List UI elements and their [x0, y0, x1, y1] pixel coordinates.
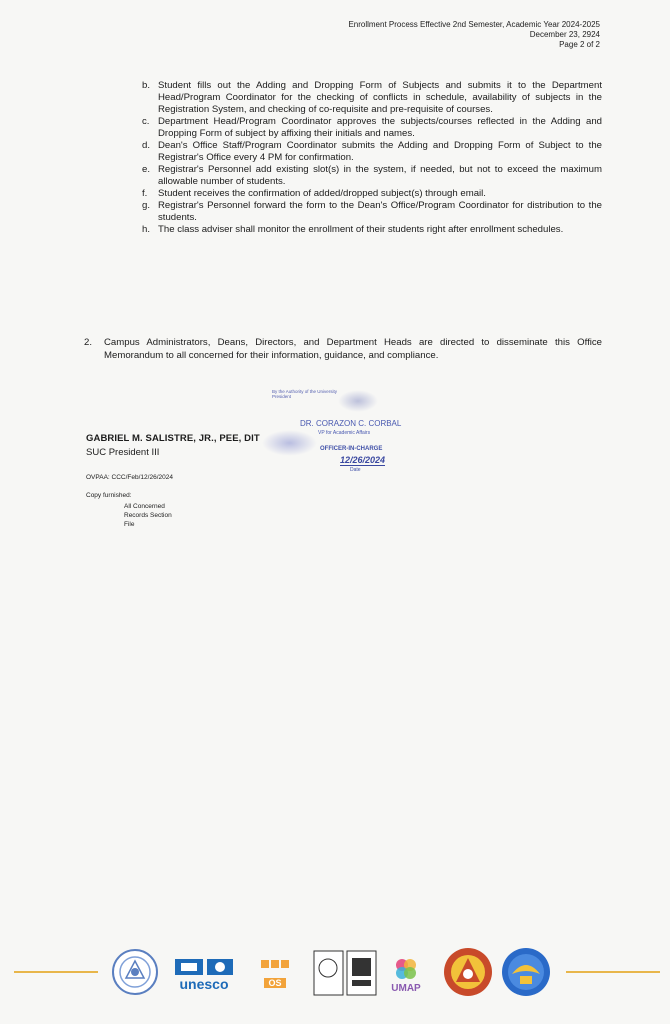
os-text: OS: [264, 978, 286, 988]
paragraph-text: Campus Administrators, Deans, Directors, and Department Heads are directed to disseminate this Office Memorandum to all concerned for their information, guidance, and compliance.: [104, 337, 602, 361]
umap-text: UMAP: [391, 982, 421, 994]
list-item: Records Section: [124, 512, 172, 519]
item-letter: h.: [142, 224, 151, 235]
list-item: All Concerned: [124, 503, 165, 510]
item-text: Student fills out the Adding and Dropping Form of Subjects and submits it to the Department Head/Program Coordinator for the checking of conflicts in schedule, availability of subjects in the Registration System, and checking of co-requisite and pre-requisite of courses.: [158, 80, 602, 115]
item-text: Registrar's Personnel forward the form to the Dean's Office/Program Coordinator for distribution to the students.: [158, 200, 602, 223]
os-logo-icon: [258, 950, 292, 996]
procedure-item: [142, 224, 602, 236]
item-text: Dean's Office Staff/Program Coordinator submits the Adding and Dropping Form of Subject to the Registrar's Office every 4 PM for confirmation.: [158, 140, 602, 163]
page-header: [348, 20, 600, 50]
item-letter: d.: [142, 140, 151, 151]
unesco-text: unesco: [179, 975, 229, 992]
item-text: Registrar's Personnel add existing slot(s) in the system, if needed, but not to exceed the maximum allowable number of students.: [158, 164, 602, 187]
authority-note: By the Authority of the University President: [272, 389, 338, 399]
item-text: The class adviser shall monitor the enrollment of their students right after enrollment schedules.: [158, 224, 564, 235]
unesco-logo-icon: [172, 950, 236, 998]
item-letter: g.: [142, 200, 151, 211]
vp-role: VP for Academic Affairs: [318, 430, 371, 436]
university-seal-icon: [111, 948, 159, 996]
umap-logo-icon: [386, 950, 426, 998]
item-text: Department Head/Program Coordinator approves the subjects/courses reflected in the Adding and Dropping Form of subject by affixing their initials and names.: [158, 116, 602, 139]
signed-date: 12/26/2024: [340, 455, 386, 465]
header-date: December 23, 2924: [529, 30, 600, 39]
procedure-item: [142, 164, 602, 188]
item-letter: f.: [142, 188, 148, 199]
item-text: Student receives the confirmation of added/dropped subject(s) through email.: [158, 188, 486, 199]
footer-divider-right: [566, 971, 660, 973]
procedure-item: [142, 200, 602, 224]
oic-stamp: OFFICER-IN-CHARGE: [320, 446, 383, 452]
procedure-item: [142, 116, 602, 140]
date-label: Date: [350, 467, 361, 473]
signature-mark: [338, 390, 378, 412]
item-letter: e.: [142, 164, 151, 175]
reference-code: OVPAA: CCC/Feb/12/26/2024: [86, 474, 173, 481]
copy-furnished-list: [124, 502, 172, 529]
procedure-item: [142, 188, 602, 200]
engineering-seal-icon: [442, 946, 494, 998]
signatory-name: GABRIEL M. SALISTRE, JR., PEE, DIT: [86, 433, 260, 444]
vp-name: DR. CORAZON C. CORBAL: [300, 419, 402, 428]
directive-paragraph: [84, 337, 602, 362]
item-letter: c.: [142, 116, 150, 127]
iso-certification-icon: [312, 950, 378, 996]
procedure-list: [142, 80, 602, 236]
institute-seal-icon: [500, 946, 552, 998]
header-page-number: Page 2 of 2: [559, 40, 600, 49]
signatory-title: SUC President III: [86, 447, 160, 458]
list-item: File: [124, 521, 135, 528]
paragraph-number: 2.: [84, 337, 93, 348]
header-title: Enrollment Process Effective 2nd Semester, Academic Year 2024-2025: [348, 20, 600, 29]
footer-divider-left: [14, 971, 98, 973]
signature-mark: [262, 430, 317, 456]
item-letter: b.: [142, 80, 151, 91]
procedure-item: [142, 80, 602, 116]
procedure-item: [142, 140, 602, 164]
copy-furnished-label: Copy furnished:: [86, 492, 132, 499]
